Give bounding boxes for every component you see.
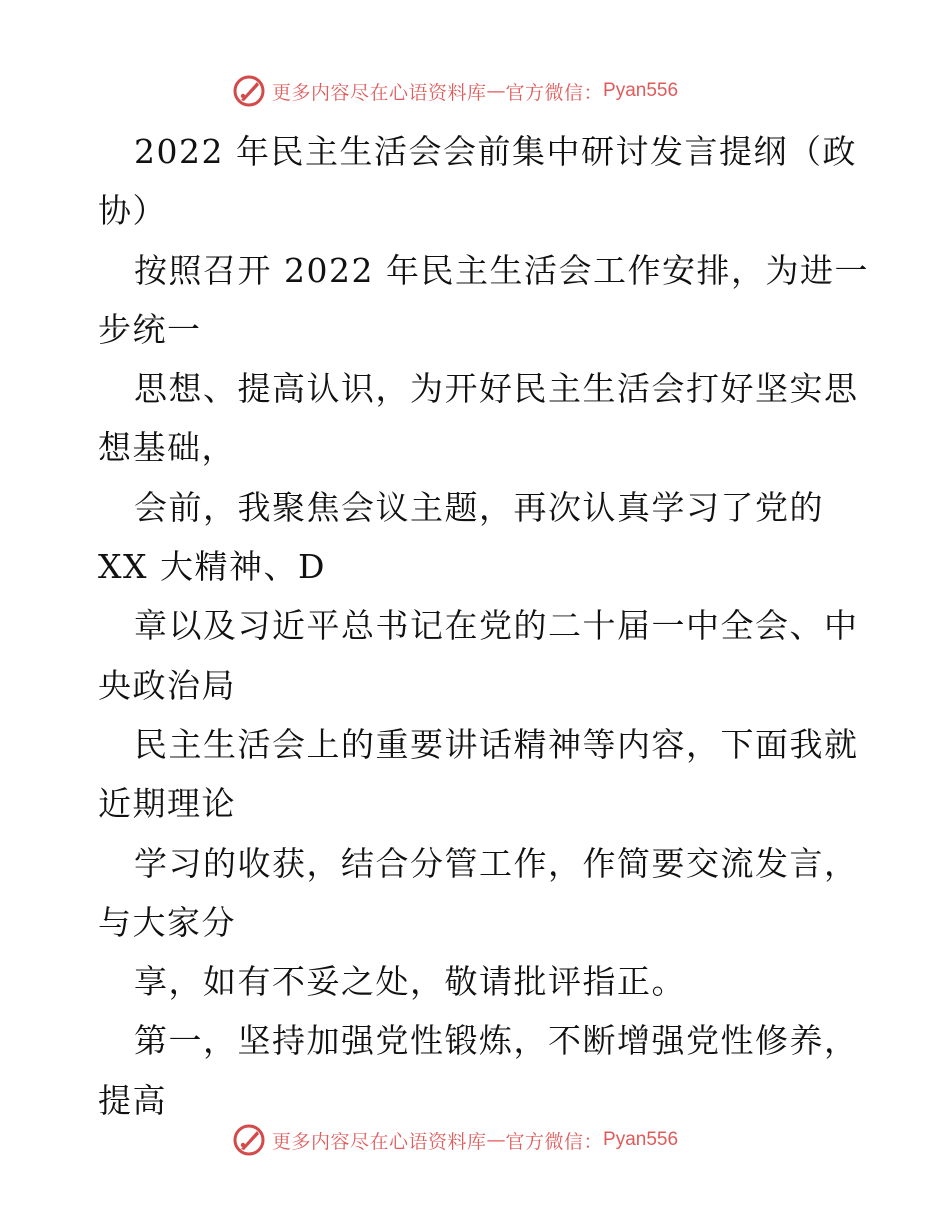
banner-site-text: 更多内容尽在心语资料库 — [272, 81, 487, 104]
banner-site-text: 更多内容尽在心语资料库 — [272, 1130, 487, 1153]
text-line: 协） — [98, 191, 167, 231]
text-line: XX 大精神、D — [98, 547, 326, 587]
text-line: 思想、提高认识，为开好民主生活会打好坚实思 — [134, 369, 859, 409]
banner-separator: — — [486, 80, 506, 102]
text-line: 会前，我聚焦会议主题，再次认真学习了党的 — [134, 487, 824, 527]
text-line: 按照召开 2022 年民主生活会工作安排，为进一 — [134, 250, 869, 290]
text-line: 与大家分 — [98, 902, 236, 942]
banner-separator: — — [486, 1129, 506, 1151]
banner-wechat-label: 官方微信： — [505, 81, 604, 104]
document-body — [98, 122, 898, 1130]
banner-wechat-id: Pyan556 — [603, 1129, 679, 1150]
text-line: 央政治局 — [98, 665, 236, 705]
banner-wechat-label: 官方微信： — [505, 1130, 604, 1153]
text-line: 学习的收获，结合分管工作，作简要交流发言， — [134, 843, 859, 883]
text-line: 2022 年民主生活会会前集中研讨发言提纲（政 — [134, 132, 857, 171]
text-line: 想基础， — [98, 428, 236, 468]
text-line: 第一，坚持加强党性锻炼，不断增强党性修养， — [134, 1021, 859, 1061]
quill-seal-icon — [232, 74, 266, 108]
footer-banner — [232, 1120, 678, 1160]
text-line: 享，如有不妥之处，敬请批评指正。 — [134, 962, 686, 1002]
header-banner — [232, 71, 678, 111]
text-line: 民主生活会上的重要讲话精神等内容，下面我就 — [134, 724, 859, 764]
text-line: 近期理论 — [98, 784, 236, 824]
quill-seal-icon — [232, 1123, 266, 1157]
text-line: 提高 — [98, 1080, 167, 1120]
text-line: 步统一 — [98, 309, 202, 349]
text-line: 章以及习近平总书记在党的二十届一中全会、中 — [134, 606, 859, 646]
banner-wechat-id: Pyan556 — [603, 80, 679, 101]
